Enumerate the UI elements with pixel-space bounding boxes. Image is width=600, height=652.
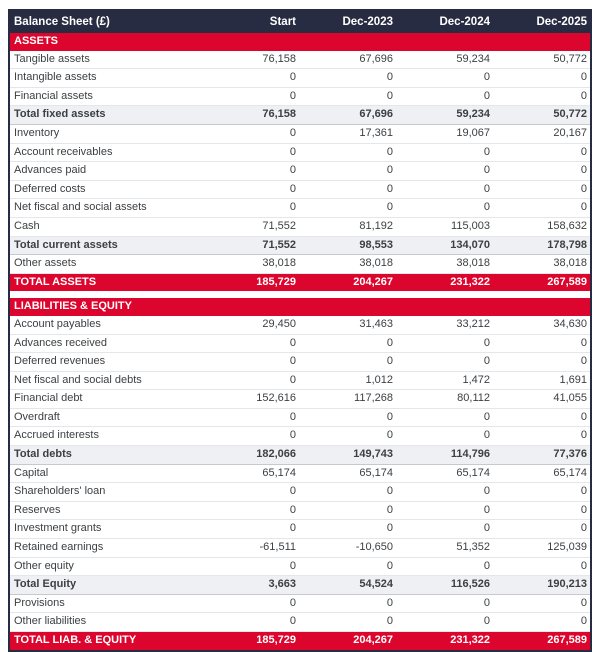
row-value: 38,018 xyxy=(299,255,396,274)
row-value: 0 xyxy=(493,143,590,162)
row-value: 81,192 xyxy=(299,217,396,236)
row-value: 0 xyxy=(396,87,493,106)
balance-sheet-table xyxy=(8,9,592,652)
table-header xyxy=(10,11,590,33)
row-value: 38,018 xyxy=(202,255,299,274)
table-row xyxy=(10,390,590,409)
row-value: 0 xyxy=(396,162,493,181)
row-value: 231,322 xyxy=(396,632,493,650)
subtotal-row xyxy=(10,446,590,465)
column-header-dec-2023: Dec-2023 xyxy=(299,11,396,33)
row-value: 29,450 xyxy=(202,316,299,334)
row-label: Other equity xyxy=(10,557,202,576)
row-value: 0 xyxy=(202,69,299,88)
row-value: 158,632 xyxy=(493,217,590,236)
row-value: 0 xyxy=(493,557,590,576)
row-value: 50,772 xyxy=(493,51,590,69)
table-row xyxy=(10,520,590,539)
row-label: Capital xyxy=(10,464,202,483)
row-value: 0 xyxy=(396,557,493,576)
row-label: TOTAL LIAB. & EQUITY xyxy=(10,632,202,650)
table-row xyxy=(10,613,590,632)
row-value: 0 xyxy=(299,427,396,446)
table-row xyxy=(10,557,590,576)
row-value: 0 xyxy=(202,180,299,199)
row-value: 0 xyxy=(202,199,299,218)
row-value: 1,012 xyxy=(299,371,396,390)
row-value: 0 xyxy=(202,594,299,613)
row-value: 116,526 xyxy=(396,576,493,595)
row-value: 0 xyxy=(493,427,590,446)
row-value: 98,553 xyxy=(299,236,396,255)
table-row xyxy=(10,464,590,483)
row-label: Advances paid xyxy=(10,162,202,181)
table-row xyxy=(10,334,590,353)
row-value: 80,112 xyxy=(396,390,493,409)
row-label: Deferred costs xyxy=(10,180,202,199)
subtotal-row xyxy=(10,576,590,595)
section-gap xyxy=(10,291,590,298)
row-label: Other assets xyxy=(10,255,202,274)
row-value: 38,018 xyxy=(493,255,590,274)
row-label: Net fiscal and social assets xyxy=(10,199,202,218)
row-value: 0 xyxy=(493,594,590,613)
row-label: Net fiscal and social debts xyxy=(10,371,202,390)
table-row xyxy=(10,143,590,162)
row-value: 114,796 xyxy=(396,446,493,465)
balance-sheet-body xyxy=(10,33,590,650)
header-row xyxy=(10,11,590,33)
row-value: 0 xyxy=(396,143,493,162)
table-row xyxy=(10,69,590,88)
row-value: 204,267 xyxy=(299,273,396,291)
row-value: 0 xyxy=(299,143,396,162)
row-value: 0 xyxy=(202,124,299,143)
row-value: 0 xyxy=(396,483,493,502)
row-value: 0 xyxy=(396,353,493,372)
grand-total-row xyxy=(10,273,590,291)
row-value: 0 xyxy=(493,162,590,181)
row-value: 59,234 xyxy=(396,51,493,69)
table-row xyxy=(10,539,590,558)
row-value: 59,234 xyxy=(396,106,493,125)
row-value: 54,524 xyxy=(299,576,396,595)
row-value: 115,003 xyxy=(396,217,493,236)
table-row xyxy=(10,483,590,502)
row-value: 76,158 xyxy=(202,51,299,69)
row-label: Investment grants xyxy=(10,520,202,539)
grand-total-row xyxy=(10,632,590,650)
table-row xyxy=(10,427,590,446)
row-value: 0 xyxy=(493,353,590,372)
row-value: 0 xyxy=(299,87,396,106)
row-value: 0 xyxy=(396,613,493,632)
row-value: 1,691 xyxy=(493,371,590,390)
row-label: Tangible assets xyxy=(10,51,202,69)
table-title: Balance Sheet (£) xyxy=(10,11,202,33)
column-header-dec-2025: Dec-2025 xyxy=(493,11,590,33)
row-value: 65,174 xyxy=(299,464,396,483)
subtotal-row xyxy=(10,236,590,255)
row-value: 76,158 xyxy=(202,106,299,125)
row-label: Other liabilities xyxy=(10,613,202,632)
row-value: 185,729 xyxy=(202,632,299,650)
row-label: Advances received xyxy=(10,334,202,353)
row-value: 117,268 xyxy=(299,390,396,409)
table-row xyxy=(10,51,590,69)
table-row xyxy=(10,316,590,334)
row-label: ASSETS xyxy=(10,33,590,51)
row-label: Deferred revenues xyxy=(10,353,202,372)
row-value: 0 xyxy=(396,69,493,88)
row-value: 1,472 xyxy=(396,371,493,390)
row-value: 178,798 xyxy=(493,236,590,255)
row-value: 0 xyxy=(299,334,396,353)
column-header-start: Start xyxy=(202,11,299,33)
row-value: 190,213 xyxy=(493,576,590,595)
row-value: 71,552 xyxy=(202,217,299,236)
row-value: 0 xyxy=(299,613,396,632)
row-value: 0 xyxy=(493,520,590,539)
row-value: 0 xyxy=(493,613,590,632)
row-label: Total fixed assets xyxy=(10,106,202,125)
row-value: 0 xyxy=(493,199,590,218)
row-value: 0 xyxy=(493,334,590,353)
row-value: 0 xyxy=(202,483,299,502)
row-label: Reserves xyxy=(10,501,202,520)
row-value: 0 xyxy=(299,199,396,218)
row-value: 0 xyxy=(299,353,396,372)
table-row xyxy=(10,353,590,372)
row-value: 0 xyxy=(299,483,396,502)
table-row xyxy=(10,124,590,143)
row-value: 0 xyxy=(396,408,493,427)
row-value: 65,174 xyxy=(493,464,590,483)
table-row xyxy=(10,594,590,613)
row-label: Financial assets xyxy=(10,87,202,106)
row-value: 65,174 xyxy=(202,464,299,483)
row-value: 0 xyxy=(299,557,396,576)
row-label: LIABILITIES & EQUITY xyxy=(10,298,590,316)
column-header-dec-2024: Dec-2024 xyxy=(396,11,493,33)
row-value: 0 xyxy=(202,427,299,446)
row-value: 134,070 xyxy=(396,236,493,255)
row-value: 0 xyxy=(299,501,396,520)
row-label: TOTAL ASSETS xyxy=(10,273,202,291)
row-label: Total debts xyxy=(10,446,202,465)
row-value: 0 xyxy=(202,87,299,106)
row-value: 125,039 xyxy=(493,539,590,558)
spacer-row xyxy=(10,291,590,298)
row-value: 0 xyxy=(299,594,396,613)
row-value: 50,772 xyxy=(493,106,590,125)
row-value: 0 xyxy=(396,520,493,539)
row-value: -10,650 xyxy=(299,539,396,558)
row-value: 0 xyxy=(396,334,493,353)
row-label: Financial debt xyxy=(10,390,202,409)
row-value: 0 xyxy=(299,520,396,539)
row-value: 65,174 xyxy=(396,464,493,483)
row-value: 0 xyxy=(493,483,590,502)
row-value: 34,630 xyxy=(493,316,590,334)
row-value: 71,552 xyxy=(202,236,299,255)
row-value: 0 xyxy=(202,557,299,576)
row-value: 0 xyxy=(299,162,396,181)
row-value: 31,463 xyxy=(299,316,396,334)
row-value: 0 xyxy=(202,334,299,353)
row-value: 182,066 xyxy=(202,446,299,465)
row-value: 267,589 xyxy=(493,273,590,291)
row-value: 0 xyxy=(202,520,299,539)
row-value: 152,616 xyxy=(202,390,299,409)
row-value: 0 xyxy=(202,501,299,520)
row-value: 0 xyxy=(202,353,299,372)
row-value: 149,743 xyxy=(299,446,396,465)
row-value: 0 xyxy=(396,199,493,218)
row-value: 77,376 xyxy=(493,446,590,465)
row-label: Inventory xyxy=(10,124,202,143)
row-value: 38,018 xyxy=(396,255,493,274)
row-value: 204,267 xyxy=(299,632,396,650)
table-row xyxy=(10,501,590,520)
row-value: 0 xyxy=(493,180,590,199)
row-value: 0 xyxy=(396,180,493,199)
section-header-row xyxy=(10,33,590,51)
row-label: Provisions xyxy=(10,594,202,613)
row-value: 0 xyxy=(299,69,396,88)
table-row xyxy=(10,180,590,199)
row-value: 17,361 xyxy=(299,124,396,143)
row-value: 231,322 xyxy=(396,273,493,291)
row-value: 0 xyxy=(202,408,299,427)
row-label: Account payables xyxy=(10,316,202,334)
table-row xyxy=(10,162,590,181)
table-row xyxy=(10,87,590,106)
section-header-row xyxy=(10,298,590,316)
row-value: 0 xyxy=(202,143,299,162)
table-row xyxy=(10,408,590,427)
row-value: 41,055 xyxy=(493,390,590,409)
row-label: Shareholders' loan xyxy=(10,483,202,502)
row-value: 0 xyxy=(202,371,299,390)
row-label: Overdraft xyxy=(10,408,202,427)
table-row xyxy=(10,199,590,218)
row-value: 0 xyxy=(202,162,299,181)
row-value: 0 xyxy=(493,501,590,520)
balance-sheet xyxy=(10,11,590,650)
row-label: Intangible assets xyxy=(10,69,202,88)
row-label: Account receivables xyxy=(10,143,202,162)
row-value: 0 xyxy=(493,408,590,427)
row-value: 67,696 xyxy=(299,51,396,69)
row-label: Retained earnings xyxy=(10,539,202,558)
row-label: Accrued interests xyxy=(10,427,202,446)
row-value: 0 xyxy=(396,594,493,613)
row-value: 0 xyxy=(396,427,493,446)
row-value: 0 xyxy=(299,180,396,199)
row-value: 0 xyxy=(493,69,590,88)
row-value: 33,212 xyxy=(396,316,493,334)
row-value: 267,589 xyxy=(493,632,590,650)
row-label: Cash xyxy=(10,217,202,236)
row-value: 3,663 xyxy=(202,576,299,595)
row-value: 0 xyxy=(299,408,396,427)
row-value: 19,067 xyxy=(396,124,493,143)
row-value: -61,511 xyxy=(202,539,299,558)
table-row xyxy=(10,371,590,390)
row-value: 185,729 xyxy=(202,273,299,291)
row-value: 0 xyxy=(202,613,299,632)
row-value: 0 xyxy=(396,501,493,520)
row-label: Total current assets xyxy=(10,236,202,255)
row-value: 0 xyxy=(493,87,590,106)
row-value: 51,352 xyxy=(396,539,493,558)
table-row xyxy=(10,255,590,274)
subtotal-row xyxy=(10,106,590,125)
row-label: Total Equity xyxy=(10,576,202,595)
row-value: 20,167 xyxy=(493,124,590,143)
row-value: 67,696 xyxy=(299,106,396,125)
table-row xyxy=(10,217,590,236)
